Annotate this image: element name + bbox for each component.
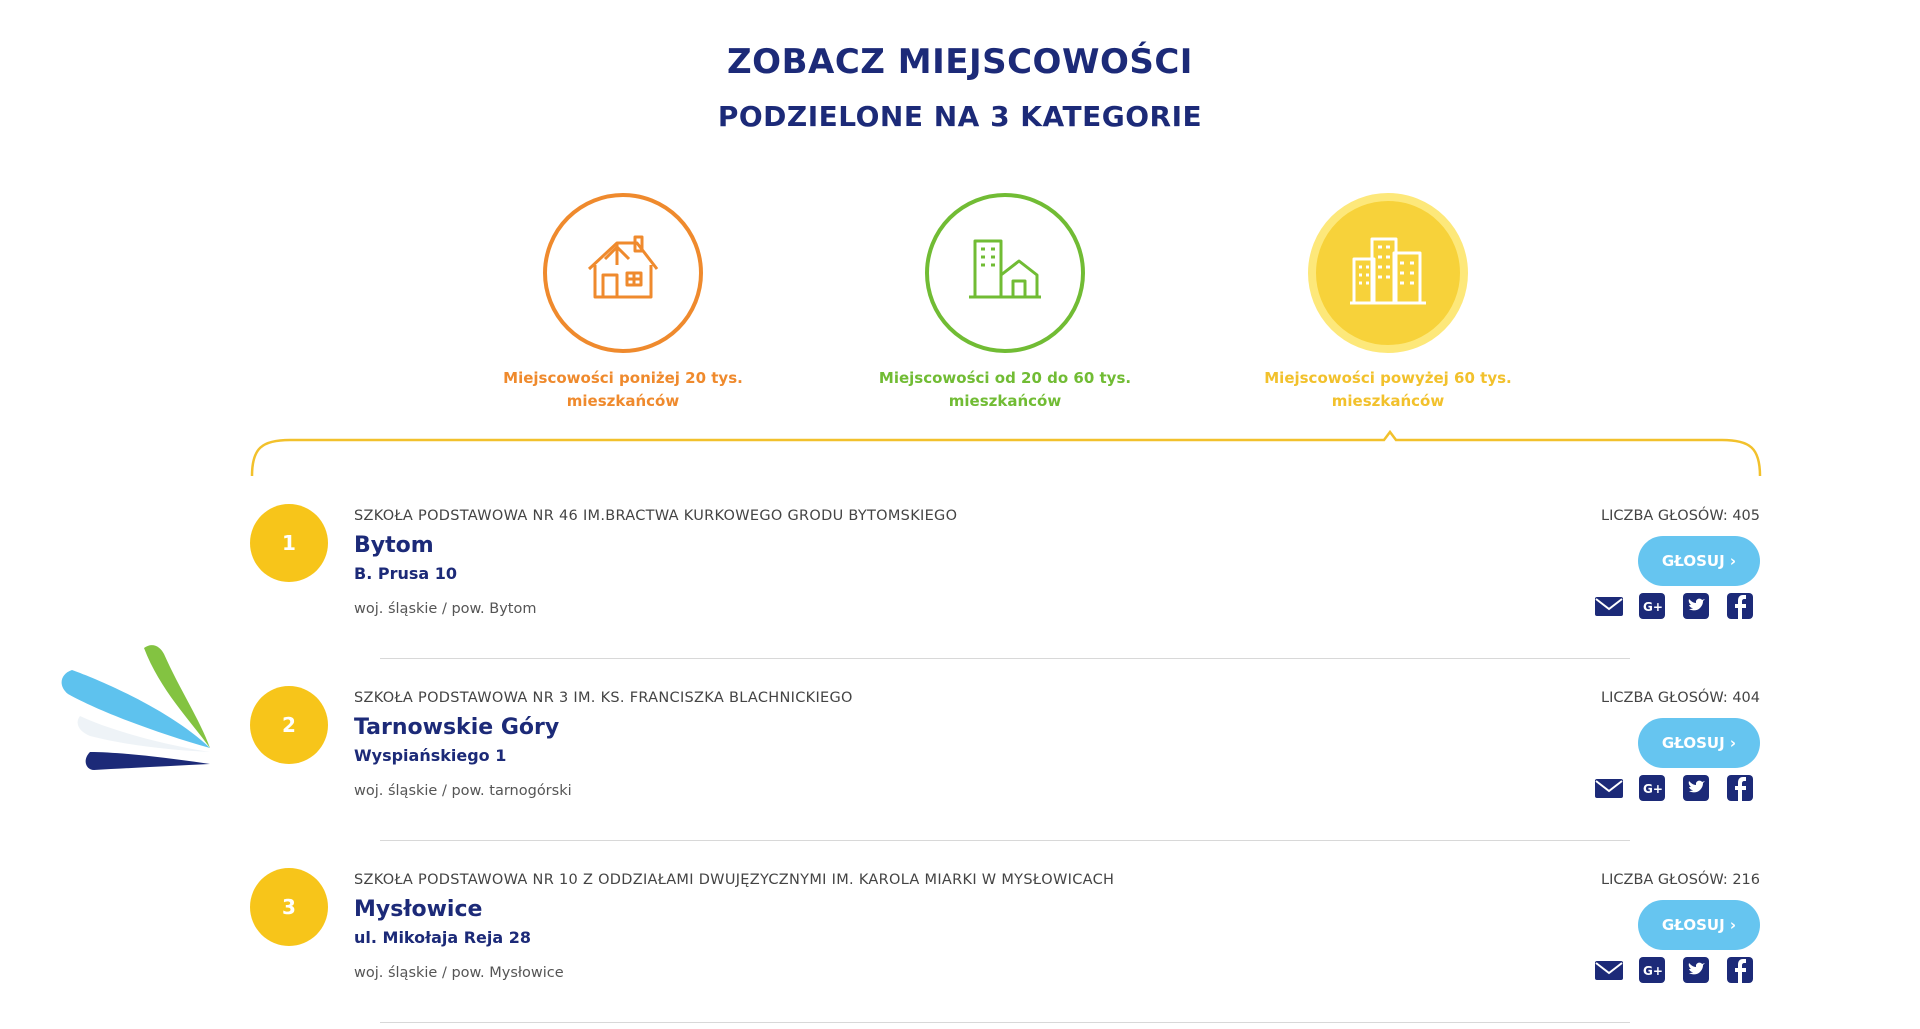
facebook-icon[interactable]: [1726, 592, 1754, 620]
region-text: woj. śląskie / pow. Mysłowice: [354, 965, 564, 981]
twitter-icon[interactable]: [1682, 956, 1710, 984]
share-icons: [1594, 956, 1754, 984]
ranking-row: [250, 848, 1760, 1029]
city-icon: [1348, 233, 1428, 313]
row-divider: [380, 658, 1630, 659]
category-circle: [543, 193, 703, 353]
city-name: Tarnowskie Góry: [354, 715, 560, 740]
street-address: Wyspiańskiego 1: [354, 746, 507, 765]
rank-badge: 2: [250, 686, 328, 764]
twitter-icon[interactable]: [1682, 592, 1710, 620]
mail-icon[interactable]: [1594, 774, 1622, 802]
google-plus-icon[interactable]: [1638, 956, 1666, 984]
share-icons: [1594, 774, 1754, 802]
rank-badge: 3: [250, 868, 328, 946]
category-medium-towns[interactable]: [855, 193, 1155, 413]
mail-icon[interactable]: [1594, 956, 1622, 984]
category-circle: [1308, 193, 1468, 353]
building-icon: [965, 235, 1045, 311]
svg-text:G+: G+: [1643, 782, 1663, 796]
vote-count: LICZBA GŁOSÓW: 216: [1601, 872, 1760, 888]
school-name: SZKOŁA PODSTAWOWA NR 3 IM. KS. FRANCISZKA BLACHNICKIEGO: [354, 690, 853, 706]
vote-button[interactable]: GŁOSUJ ›: [1638, 718, 1760, 768]
category-large-towns[interactable]: [1238, 193, 1538, 413]
category-bracket: [250, 428, 1762, 482]
city-name: Mysłowice: [354, 897, 483, 922]
region-text: woj. śląskie / pow. Bytom: [354, 601, 537, 617]
city-name: Bytom: [354, 533, 434, 558]
category-small-towns[interactable]: [473, 193, 773, 413]
school-name: SZKOŁA PODSTAWOWA NR 46 IM.BRACTWA KURKOWEGO GRODU BYTOMSKIEGO: [354, 508, 958, 524]
ranking-row: [250, 666, 1760, 848]
school-name: SZKOŁA PODSTAWOWA NR 10 Z ODDZIAŁAMI DWUJĘZYCZNYMI IM. KAROLA MIARKI W MYSŁOWICACH: [354, 872, 1115, 888]
category-circle: [925, 193, 1085, 353]
page-title: ZOBACZ MIEJSCOWOŚCI: [727, 42, 1193, 82]
category-label: Miejscowości poniżej 20 tys. mieszkańców: [503, 369, 743, 410]
row-divider: [380, 840, 1630, 841]
twitter-icon[interactable]: [1682, 774, 1710, 802]
vote-button[interactable]: GŁOSUJ ›: [1638, 536, 1760, 586]
google-plus-icon[interactable]: [1638, 592, 1666, 620]
facebook-icon[interactable]: [1726, 956, 1754, 984]
street-address: ul. Mikołaja Reja 28: [354, 928, 532, 947]
svg-text:G+: G+: [1643, 964, 1663, 978]
vote-count: LICZBA GŁOSÓW: 404: [1601, 690, 1760, 706]
vote-button[interactable]: GŁOSUJ ›: [1638, 900, 1760, 950]
street-address: B. Prusa 10: [354, 564, 458, 583]
vote-count: LICZBA GŁOSÓW: 405: [1601, 508, 1760, 524]
row-divider: [380, 1022, 1630, 1023]
mail-icon[interactable]: [1594, 592, 1622, 620]
house-icon: [583, 235, 663, 311]
svg-text:G+: G+: [1643, 600, 1663, 614]
decorative-fan-graphic: [60, 640, 230, 814]
share-icons: [1594, 592, 1754, 620]
google-plus-icon[interactable]: [1638, 774, 1666, 802]
facebook-icon[interactable]: [1726, 774, 1754, 802]
region-text: woj. śląskie / pow. tarnogórski: [354, 783, 572, 799]
ranking-row: [250, 484, 1760, 666]
category-label: Miejscowości od 20 do 60 tys. mieszkańców: [878, 369, 1132, 410]
category-label: Miejscowości powyżej 60 tys. mieszkańców: [1264, 369, 1512, 410]
page-subtitle: PODZIELONE NA 3 KATEGORIE: [717, 100, 1203, 133]
rank-badge: 1: [250, 504, 328, 582]
